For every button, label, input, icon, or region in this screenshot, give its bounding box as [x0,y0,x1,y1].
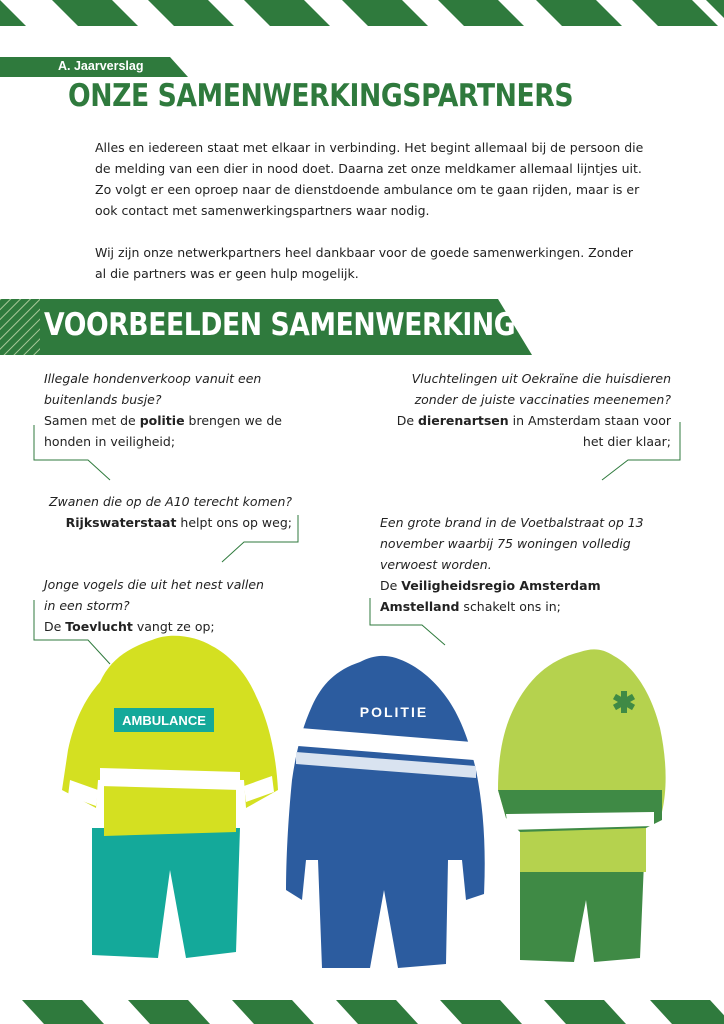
intro-paragraph-2: Wij zijn onze netwerkpartners heel dankbaar voor de goede samenwerkingen. Zonder al die partners was er geen hulp mogelijk. [95,245,634,281]
example-toevlucht-question: Jonge vogels die uit het nest vallen in een storm? [44,577,264,613]
example-veiligheidsregio-post: schakelt ons in; [459,599,561,614]
example-toevlucht-pre: De [44,619,66,634]
page-title: ONZE SAMENWERKINGSPARTNERS [68,78,574,114]
example-veiligheidsregio-partner: Veiligheidsregio Amsterdam Amstelland [380,578,601,614]
example-rijkswaterstaat-post: helpt ons op weg; [176,515,292,530]
example-dierenartsen-post: in Amsterdam staan voor het dier klaar; [508,413,671,449]
ambulance-label: AMBULANCE [122,713,206,728]
example-politie-post: brengen we de honden in veiligheid; [44,413,282,449]
intro-paragraph-1: Alles en iedereen staat met elkaar in verbinding. Het begint allemaal bij de persoon die de melding van een dier in nood doet. Daarna zet onze meldkamer allemaal lijntjes uit. Zo volgt er een oproep naar de dienstdoende ambulance om te gaan rijden, maar is er ook contact met samenwerkingspartners waar nodig. [95,140,644,218]
banner-title: VOORBEELDEN SAMENWERKING [44,307,516,343]
example-veiligheidsregio-question: Een grote brand in de Voetbalstraat op 13 november waarbij 75 woningen volledig verwoest worden. [380,515,644,572]
example-rijkswaterstaat-question: Zwanen die op de A10 terecht komen? [48,494,292,509]
police-uniform [286,656,485,968]
example-toevlucht-partner: Toevlucht [65,619,133,634]
example-veiligheidsregio-pre: De [380,578,402,593]
example-rijkswaterstaat-partner: Rijkswaterstaat [65,515,177,530]
bottom-stripe-border [0,1000,724,1024]
example-politie-pre: Samen met de [44,413,140,428]
example-politie-partner: politie [139,413,185,428]
vet-uniform [498,649,666,962]
section-tag-label: A. Jaarverslag [58,59,144,73]
example-dierenartsen-partner: dierenartsen [418,413,509,428]
politie-label: POLITIE [359,704,429,720]
example-toevlucht-post: vangt ze op; [132,619,215,634]
example-dierenartsen-question: Vluchtelingen uit Oekraïne die huisdieren zonder de juiste vaccinaties meenemen? [411,371,671,407]
example-dierenartsen-pre: De [396,413,419,428]
ambulance-uniform [62,636,278,958]
example-politie-question: Illegale hondenverkoop vanuit een buitenlands busje? [44,371,262,407]
